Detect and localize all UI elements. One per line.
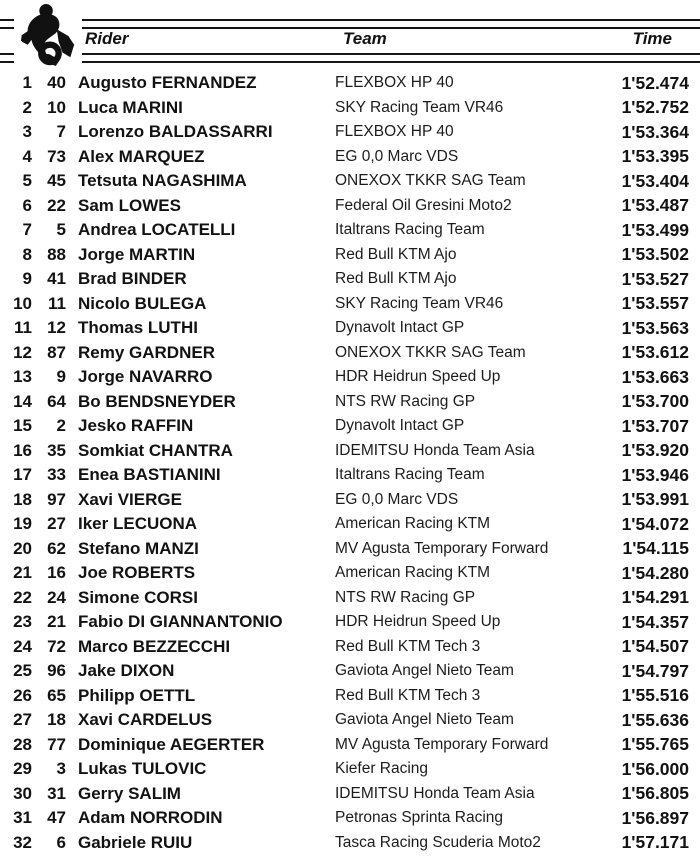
time-cell: 1'53.364: [621, 121, 689, 142]
rider-name-cell: Xavi VIERGE: [78, 489, 182, 509]
table-row: [0, 292, 700, 317]
rider-name-cell: Stefano MANZI: [78, 538, 199, 558]
time-cell: 1'53.404: [621, 170, 689, 191]
position-cell: 3: [22, 122, 32, 142]
time-cell: 1'53.487: [621, 195, 689, 216]
position-cell: 10: [13, 293, 32, 313]
motorcycle-icon: [14, 0, 82, 70]
rider-name-cell: Augusto FERNANDEZ: [78, 73, 257, 93]
rider-number-cell: 6: [56, 832, 66, 852]
rider-name-cell: Dominique AEGERTER: [78, 734, 265, 754]
rider-name-cell: Fabio DI GIANNANTONIO: [78, 612, 283, 632]
team-cell: EG 0,0 Marc VDS: [335, 490, 459, 508]
team-cell: EG 0,0 Marc VDS: [335, 147, 459, 165]
rider-number-cell: 24: [47, 587, 66, 607]
rider-number-cell: 33: [47, 465, 66, 485]
rider-name-cell: Gerry SALIM: [78, 783, 181, 803]
rider-name-cell: Philipp OETTL: [78, 685, 196, 705]
rider-number-cell: 18: [47, 710, 66, 730]
rider-name-cell: Enea BASTIANINI: [78, 465, 221, 485]
table-row: [0, 488, 700, 513]
time-cell: 1'53.663: [621, 366, 689, 387]
table-row: [0, 341, 700, 366]
table-row: [0, 635, 700, 660]
rider-name-cell: Sam LOWES: [78, 195, 181, 215]
time-cell: 1'53.991: [621, 489, 689, 510]
rider-column-header: Rider: [85, 29, 129, 48]
time-cell: 1'53.700: [621, 391, 689, 412]
rider-number-cell: 40: [47, 73, 66, 93]
team-cell: Federal Oil Gresini Moto2: [335, 196, 512, 214]
rider-name-cell: Gabriele RUIU: [78, 832, 193, 852]
time-cell: 1'53.707: [621, 415, 689, 436]
time-cell: 1'54.797: [621, 660, 689, 681]
rider-number-cell: 77: [47, 734, 66, 754]
team-cell: ONEXOX TKKR SAG Team: [335, 343, 526, 361]
rider-number-cell: 87: [47, 342, 66, 362]
table-row: [0, 390, 700, 415]
position-cell: 23: [13, 612, 32, 632]
table-row: [0, 71, 700, 96]
position-cell: 5: [22, 171, 32, 191]
rider-name-cell: Nicolo BULEGA: [78, 293, 207, 313]
rider-name-cell: Luca MARINI: [78, 97, 183, 117]
table-row: [0, 512, 700, 537]
position-cell: 22: [13, 587, 32, 607]
time-cell: 1'53.563: [621, 317, 689, 338]
time-cell: 1'53.527: [621, 268, 689, 289]
team-cell: SKY Racing Team VR46: [335, 98, 504, 116]
rider-number-cell: 5: [56, 220, 66, 240]
team-cell: Dynavolt Intact GP: [335, 319, 465, 337]
table-row: [0, 708, 700, 733]
table-row: [0, 782, 700, 807]
table-row: [0, 463, 700, 488]
position-cell: 2: [22, 97, 32, 117]
rider-number-cell: 88: [47, 244, 66, 264]
table-row: [0, 96, 700, 121]
table-row: [0, 439, 700, 464]
table-row: [0, 586, 700, 611]
position-cell: 21: [13, 563, 32, 583]
position-cell: 1: [22, 73, 32, 93]
rider-number-cell: 72: [47, 636, 66, 656]
position-cell: 4: [22, 146, 32, 166]
team-cell: FLEXBOX HP 40: [335, 74, 454, 92]
team-cell: MV Agusta Temporary Forward: [335, 539, 549, 557]
position-cell: 30: [13, 783, 32, 803]
position-cell: 7: [22, 220, 32, 240]
position-cell: 17: [13, 465, 32, 485]
time-cell: 1'53.557: [621, 293, 689, 314]
table-row: [0, 267, 700, 292]
rider-name-cell: Lorenzo BALDASSARRI: [78, 122, 273, 142]
rider-name-cell: Iker LECUONA: [78, 514, 198, 534]
rider-number-cell: 2: [56, 416, 66, 436]
rider-name-cell: Andrea LOCATELLI: [78, 220, 236, 240]
rider-name-cell: Alex MARQUEZ: [78, 146, 205, 166]
table-row: [0, 757, 700, 782]
rider-number-cell: 27: [47, 514, 66, 534]
position-cell: 26: [13, 685, 32, 705]
table-row: [0, 561, 700, 586]
position-cell: 28: [13, 734, 32, 754]
table-row: [0, 659, 700, 684]
team-cell: ONEXOX TKKR SAG Team: [335, 172, 526, 190]
rider-number-cell: 21: [47, 612, 66, 632]
rider-number-cell: 12: [47, 318, 66, 338]
team-cell: Italtrans Racing Team: [335, 466, 485, 484]
time-cell: 1'53.612: [621, 342, 689, 363]
rider-number-cell: 45: [47, 171, 66, 191]
rider-name-cell: Bo BENDSNEYDER: [78, 391, 236, 411]
rider-number-cell: 35: [47, 440, 66, 460]
rider-name-cell: Adam NORRODIN: [78, 808, 223, 828]
time-cell: 1'53.946: [621, 464, 689, 485]
position-cell: 25: [13, 661, 32, 681]
time-cell: 1'53.395: [621, 146, 689, 167]
rider-number-cell: 31: [47, 783, 66, 803]
table-row: [0, 120, 700, 145]
position-cell: 11: [14, 318, 32, 338]
rider-name-cell: Jorge MARTIN: [78, 244, 196, 264]
position-cell: 12: [13, 342, 32, 362]
time-cell: 1'52.752: [621, 97, 689, 118]
rider-number-cell: 3: [56, 759, 66, 779]
rider-number-cell: 97: [47, 489, 66, 509]
team-cell: MV Agusta Temporary Forward: [335, 735, 549, 753]
position-cell: 15: [13, 416, 32, 436]
team-cell: SKY Racing Team VR46: [335, 294, 504, 312]
position-cell: 14: [13, 391, 32, 411]
rider-name-cell: Somkiat CHANTRA: [78, 440, 233, 460]
table-row: [0, 316, 700, 341]
table-row: [0, 733, 700, 758]
time-cell: 1'52.474: [621, 72, 689, 93]
team-cell: Red Bull KTM Ajo: [335, 245, 457, 263]
team-cell: American Racing KTM: [335, 564, 491, 582]
table-row: [0, 169, 700, 194]
time-cell: 1'54.507: [621, 636, 689, 657]
position-cell: 32: [13, 832, 32, 852]
table-row: [0, 414, 700, 439]
rider-number-cell: 73: [47, 146, 66, 166]
team-cell: Tasca Racing Scuderia Moto2: [335, 833, 541, 851]
time-cell: 1'55.516: [621, 685, 689, 706]
time-cell: 1'53.502: [621, 244, 689, 265]
rider-number-cell: 41: [47, 269, 66, 289]
rider-number-cell: 47: [47, 808, 66, 828]
rider-number-cell: 7: [56, 122, 66, 142]
rider-name-cell: Xavi CARDELUS: [78, 710, 213, 730]
time-cell: 1'55.765: [621, 734, 689, 755]
rider-name-cell: Tetsuta NAGASHIMA: [78, 171, 247, 191]
time-cell: 1'56.805: [621, 783, 689, 804]
rider-number-cell: 96: [47, 661, 66, 681]
rider-number-cell: 22: [47, 195, 66, 215]
rider-name-cell: Remy GARDNER: [78, 342, 215, 362]
team-cell: Italtrans Racing Team: [335, 221, 485, 239]
team-cell: IDEMITSU Honda Team Asia: [335, 441, 535, 459]
team-cell: Kiefer Racing: [335, 760, 429, 778]
position-cell: 31: [13, 808, 32, 828]
results-table: [0, 71, 700, 855]
team-cell: NTS RW Racing GP: [335, 588, 476, 606]
time-cell: 1'54.291: [621, 587, 689, 608]
table-row: [0, 831, 700, 856]
position-cell: 24: [13, 636, 32, 656]
time-cell: 1'56.897: [621, 807, 689, 828]
position-cell: 19: [13, 514, 32, 534]
rider-name-cell: Joe ROBERTS: [78, 563, 196, 583]
table-row: [0, 537, 700, 562]
rider-name-cell: Jesko RAFFIN: [78, 416, 194, 436]
team-cell: Gaviota Angel Nieto Team: [335, 711, 514, 729]
team-cell: Dynavolt Intact GP: [335, 417, 465, 435]
position-cell: 6: [22, 195, 32, 215]
team-cell: HDR Heidrun Speed Up: [335, 368, 501, 386]
header-bottom-rule: [0, 53, 700, 63]
position-cell: 27: [13, 710, 32, 730]
time-cell: 1'54.357: [621, 611, 689, 632]
table-row: [0, 243, 700, 268]
position-cell: 18: [13, 489, 32, 509]
position-cell: 13: [13, 367, 32, 387]
rider-name-cell: Marco BEZZECCHI: [78, 636, 231, 656]
team-cell: Petronas Sprinta Racing: [335, 809, 504, 827]
rider-number-cell: 62: [47, 538, 66, 558]
rider-number-cell: 11: [48, 293, 66, 313]
team-cell: HDR Heidrun Speed Up: [335, 613, 501, 631]
table-row: [0, 806, 700, 831]
team-cell: Gaviota Angel Nieto Team: [335, 662, 514, 680]
time-cell: 1'56.000: [621, 758, 689, 779]
time-cell: 1'54.280: [621, 562, 689, 583]
rider-number-cell: 65: [47, 685, 66, 705]
time-cell: 1'55.636: [621, 709, 689, 730]
rider-number-cell: 64: [47, 391, 66, 411]
team-cell: American Racing KTM: [335, 515, 491, 533]
table-row: [0, 684, 700, 709]
position-cell: 29: [13, 759, 32, 779]
team-column-header: Team: [343, 29, 387, 48]
table-row: [0, 218, 700, 243]
position-cell: 16: [13, 440, 32, 460]
rider-name-cell: Brad BINDER: [78, 269, 187, 289]
table-row: [0, 145, 700, 170]
rider-name-cell: Simone CORSI: [78, 587, 198, 607]
rider-number-cell: 16: [47, 563, 66, 583]
time-cell: 1'54.072: [621, 513, 689, 534]
team-cell: Red Bull KTM Tech 3: [335, 637, 481, 655]
team-cell: Red Bull KTM Tech 3: [335, 686, 481, 704]
rider-name-cell: Jorge NAVARRO: [78, 367, 213, 387]
rider-number-cell: 9: [56, 367, 66, 387]
time-cell: 1'53.920: [621, 440, 689, 461]
position-cell: 20: [13, 538, 32, 558]
team-cell: IDEMITSU Honda Team Asia: [335, 784, 535, 802]
rider-number-cell: 10: [47, 97, 66, 117]
position-cell: 9: [22, 269, 32, 289]
team-cell: Red Bull KTM Ajo: [335, 270, 457, 288]
team-cell: FLEXBOX HP 40: [335, 123, 454, 141]
time-cell: 1'57.171: [621, 832, 689, 853]
rider-name-cell: Jake DIXON: [78, 661, 175, 681]
table-row: [0, 194, 700, 219]
time-cell: 1'54.115: [622, 538, 689, 559]
rider-name-cell: Lukas TULOVIC: [78, 759, 207, 779]
table-row: [0, 610, 700, 635]
rider-name-cell: Thomas LUTHI: [78, 318, 198, 338]
time-column-header: Time: [632, 29, 672, 48]
table-row: [0, 365, 700, 390]
team-cell: NTS RW Racing GP: [335, 392, 476, 410]
time-cell: 1'53.499: [621, 219, 689, 240]
position-cell: 8: [22, 244, 32, 264]
